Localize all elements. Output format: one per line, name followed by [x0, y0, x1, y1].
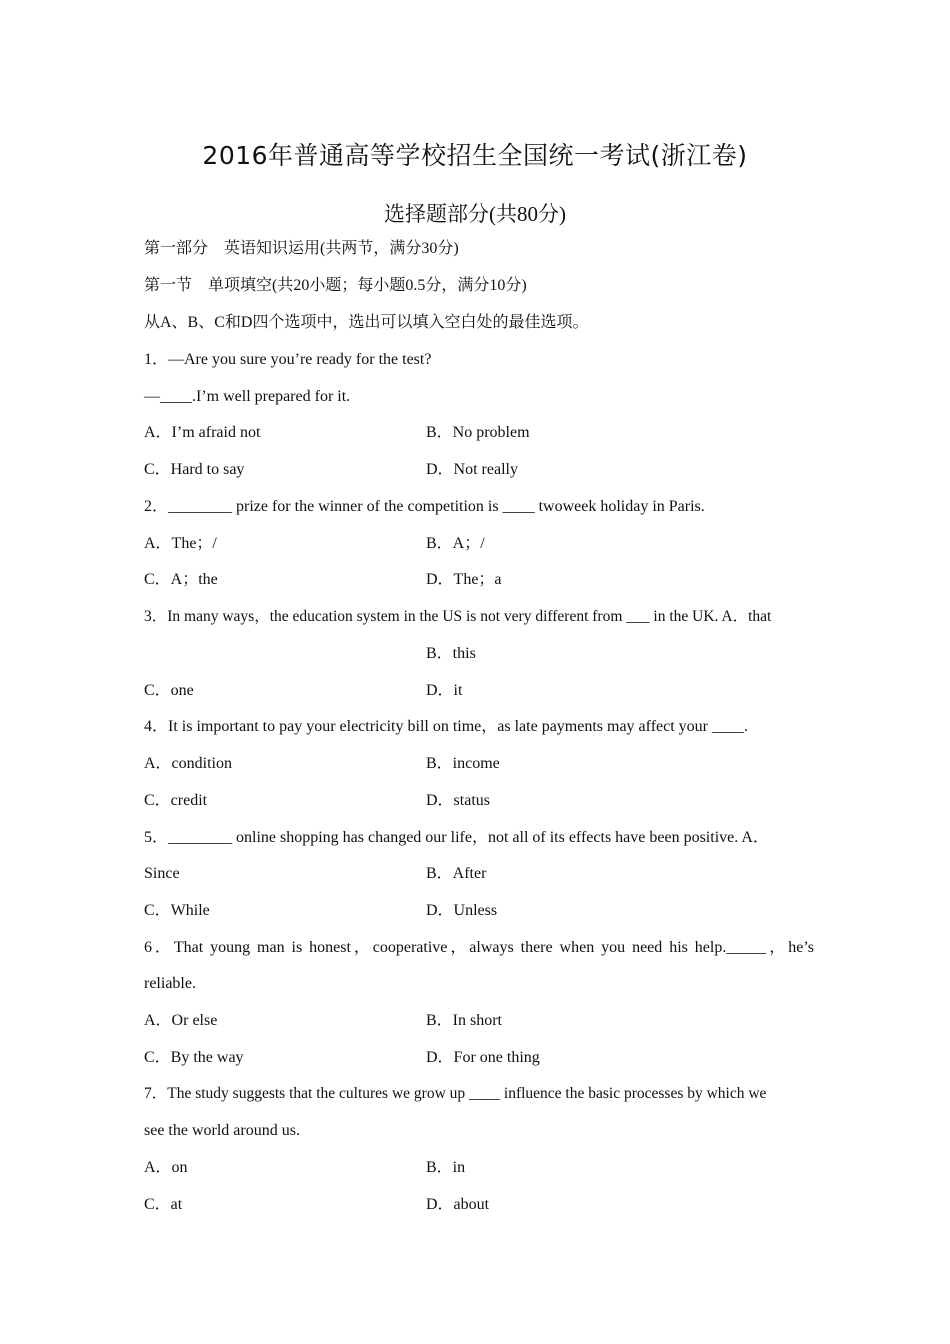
- question-1-response: —____.I’m well prepared for it.: [144, 388, 351, 405]
- question-6-stem: 6．That young man is honest，cooperative，always there when you need his help._____，he’s: [144, 939, 814, 956]
- question-1-option-d: D．Not really: [426, 461, 518, 478]
- section-heading: 第一节 单项填空(共20小题；每小题0.5分，满分10分): [144, 277, 527, 294]
- question-3-option-b: B．this: [426, 645, 476, 662]
- question-7-option-d: D．about: [426, 1196, 490, 1213]
- question-6-option-d: D．For one thing: [426, 1049, 540, 1066]
- question-1-option-a: A．I’m afraid not: [144, 424, 261, 441]
- question-7-stem-continued: see the world around us.: [144, 1122, 300, 1139]
- question-4-option-c: C．credit: [144, 792, 208, 809]
- page-title: 2016年普通高等学校招生全国统一考试(浙江卷): [202, 141, 748, 170]
- question-2-option-d: D．The；a: [426, 571, 502, 588]
- question-2-stem: 2．________ prize for the winner of the competition is ____ twoweek holiday in Paris.: [144, 498, 705, 515]
- question-6-option-c: C．By the way: [144, 1049, 244, 1066]
- instruction-text: 从A、B、C和D四个选项中，选出可以填入空白处的最佳选项。: [144, 314, 589, 331]
- question-2-option-c: C．A；the: [144, 571, 218, 588]
- question-1-option-c: C．Hard to say: [144, 461, 245, 478]
- question-5-option-c: C．While: [144, 902, 210, 919]
- question-5-option-d: D．Unless: [426, 902, 498, 919]
- question-5-option-a: Since: [144, 865, 180, 882]
- question-7-option-a: A．on: [144, 1159, 188, 1176]
- question-6-stem-continued: reliable.: [144, 975, 196, 992]
- question-2-option-a: A．The；/: [144, 535, 217, 552]
- question-1-option-b: B．No problem: [426, 424, 530, 441]
- question-3-stem: 3．In many ways，the education system in the US is not very different from ___ in the UK. A．that: [144, 608, 772, 625]
- part-heading: 第一部分 英语知识运用(共两节，满分30分): [144, 240, 459, 257]
- question-4-option-d: D．status: [426, 792, 491, 809]
- question-4-option-a: A．condition: [144, 755, 232, 772]
- question-7-option-b: B．in: [426, 1159, 466, 1176]
- question-3-option-c: C．one: [144, 682, 194, 699]
- question-7-option-c: C．at: [144, 1196, 183, 1213]
- question-7-stem: 7．The study suggests that the cultures we grow up ____ influence the basic processes by which we: [144, 1085, 767, 1102]
- question-6-option-b: B．In short: [426, 1012, 503, 1029]
- section-subtitle: 选择题部分(共80分): [384, 202, 566, 226]
- question-5-stem: 5．________ online shopping has changed our life，not all of its effects have been positive. A．: [144, 829, 769, 846]
- question-6-option-a: A．Or else: [144, 1012, 218, 1029]
- question-1-stem: 1．—Are you sure you’re ready for the test?: [144, 351, 432, 368]
- question-3-option-d: D．it: [426, 682, 463, 699]
- question-4-option-b: B．income: [426, 755, 500, 772]
- question-5-option-b: B．After: [426, 865, 487, 882]
- question-4-stem: 4．It is important to pay your electricity bill on time，as late payments may affect your ____.: [144, 718, 748, 735]
- question-2-option-b: B．A；/: [426, 535, 485, 552]
